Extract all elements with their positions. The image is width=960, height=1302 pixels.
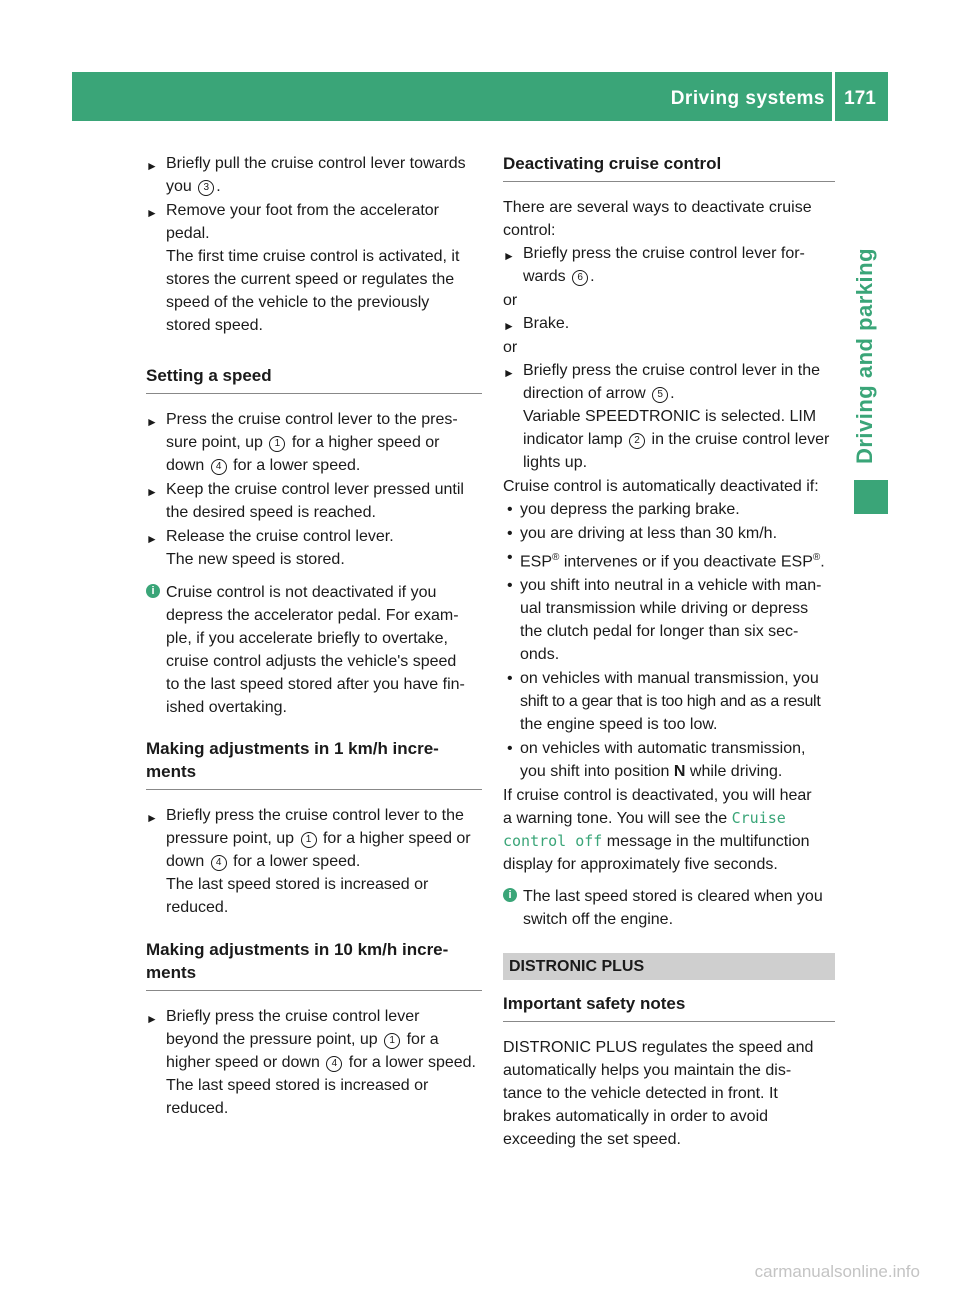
bullet-icon: •: [507, 577, 513, 595]
bullet-icon: •: [507, 501, 513, 518]
page-number: 171: [844, 88, 876, 109]
step-arrow-icon: ►: [503, 249, 515, 263]
display-message-control-off: control off: [503, 832, 603, 851]
chapter-tab-label: Driving and parking: [852, 247, 877, 465]
step-press-forwards: ► Briefly press the cruise control lever for- wards 6 .: [503, 245, 805, 285]
step-press-arrow-direction: ► Briefly press the cruise control lever in the direction of arrow 5 . Variable SPEEDTRONIC is selected. LIM indicator lamp 2 in the cruise control lever lights up.: [503, 362, 830, 471]
heading-deactivating: Deactivating cruise control: [503, 152, 835, 182]
step-arrow-icon: ►: [146, 1012, 158, 1026]
callout-1-icon: 1: [269, 436, 285, 452]
callout-3-icon: 3: [198, 180, 214, 196]
info-note-accelerator: i Cruise control is not deactivated if you depress the accelerator pedal. For exam- ple, if you accelerate briefly to overtake, cruise control adjusts the vehicle's speed to the last speed stored after you have fin- ished overtaking.: [146, 581, 482, 719]
step-arrow-icon: ►: [146, 485, 158, 499]
step-pull-lever: ► Briefly pull the cruise control lever towards you 3 .: [146, 155, 466, 195]
callout-6-icon: 6: [572, 270, 588, 286]
callout-4-icon: 4: [211, 459, 227, 475]
step-arrow-icon: ►: [146, 415, 158, 429]
list-item: • you depress the parking brake.: [503, 498, 835, 521]
step-brake: ► Brake.: [503, 312, 835, 335]
safety-paragraph: DISTRONIC PLUS regulates the speed and automatically helps you maintain the dis- tance to the vehicle detected in front. It brakes automatically in order to avoid exceeding the set speed.: [503, 1039, 814, 1149]
chapter-tab: [842, 242, 888, 470]
warning-paragraph: If cruise control is deactivated, you will hear a warning tone. You will see the Cruise control off message in the multifunction display for approximately five seconds.: [503, 787, 812, 874]
step-arrow-icon: ►: [146, 532, 158, 546]
heading-adjust-1kmh: Making adjustments in 1 km/h incre- ments: [146, 737, 482, 790]
step-arrow-icon: ►: [146, 206, 158, 220]
list-item: • you are driving at less than 30 km/h.: [503, 522, 835, 545]
watermark: carmanualsonline.info: [754, 1262, 920, 1281]
right-column: Deactivating cruise control There are several ways to deactivate cruise control: ► Briefly press the cruise control lever for- wards 6 . or ► Brake. or ► Briefly press the cruise control lever in the direction of arrow 5 . Variable SPEEDTRONIC is selected. LIM indicator lamp 2 in the cruise control lever lights up. Cruise control is automatically deactivated if: • you depress the parking brake. • you are driving at less than 30 km/h. • ESP® intervenes or if you deactivate ESP®. • you shift into neutral in a vehicle with man- ual transmission while driving or depress the clutch pedal for longer than six sec- onds. • on vehicles with manual transmission, you shift to a gear that is too high and as a result the engine speed is too low. • on vehicles with automatic transmission, you shift into position N while driving. If cruise control is deactivated, you will hear a warning tone. You will see the Cruise control off message in the multifunction display for approximately five seconds. i The last speed stored is cleared when you switch off the engine. DISTRONIC PLUS Important safety notes DISTRONIC PLUS regulates the speed and automatically helps you maintain the dis- tance to the vehicle detected in front. It brakes automatically in order to avoid exceeding the set speed.: [503, 152, 835, 1151]
callout-1-icon: 1: [384, 1033, 400, 1049]
step-release-lever: ► Release the cruise control lever. The new speed is stored.: [146, 528, 394, 568]
list-item: • on vehicles with automatic transmission, you shift into position N while driving.: [503, 737, 835, 783]
info-icon: i: [503, 888, 517, 902]
step-keep-pressed: ► Keep the cruise control lever pressed until the desired speed is reached.: [146, 481, 464, 521]
bullet-icon: •: [507, 670, 513, 688]
callout-1-icon: 1: [301, 832, 317, 848]
list-item: • you shift into neutral in a vehicle with man- ual transmission while driving or depress the clutch pedal for longer than six sec- onds.: [503, 574, 835, 666]
bullet-icon: •: [507, 525, 513, 542]
step-arrow-icon: ►: [146, 811, 158, 825]
or-separator: or: [503, 339, 518, 356]
step-remove-foot: ► Remove your foot from the accelerator pedal. The first time cruise control is activated, it stores the current speed or regulates the speed of the vehicle to the previously stored speed.: [146, 202, 460, 334]
heading-safety-notes: Important safety notes: [503, 992, 835, 1022]
section-title: Driving systems: [670, 88, 825, 109]
heading-setting-speed: Setting a speed: [146, 364, 482, 394]
or-separator: or: [503, 292, 518, 309]
bullet-icon: •: [507, 549, 513, 566]
heading-adjust-10kmh: Making adjustments in 10 km/h incre- ments: [146, 938, 482, 991]
step-arrow-icon: ►: [146, 159, 158, 173]
step-arrow-icon: ►: [503, 319, 515, 333]
step-adjust-10kmh: ► Briefly press the cruise control lever beyond the pressure point, up 1 for a higher speed or down 4 for a lower speed. The last speed stored is increased or reduced.: [146, 1008, 476, 1117]
step-adjust-1kmh: ► Briefly press the cruise control lever to the pressure point, up 1 for a higher speed or down 4 for a lower speed. The last speed stored is increased or reduced.: [146, 807, 471, 916]
callout-2-icon: 2: [629, 433, 645, 449]
callout-5-icon: 5: [652, 387, 668, 403]
section-band-distronic: DISTRONIC PLUS: [503, 953, 835, 980]
header-divider: [832, 72, 835, 121]
step-press-lever: ► Press the cruise control lever to the pres- sure point, up 1 for a higher speed or down 4 for a lower speed.: [146, 411, 458, 474]
callout-4-icon: 4: [326, 1056, 342, 1072]
list-item: • ESP® intervenes or if you deactivate ESP®.: [503, 546, 835, 573]
info-note-engine-off: i The last speed stored is cleared when you switch off the engine.: [503, 885, 835, 931]
chapter-marker: [854, 480, 888, 514]
step-arrow-icon: ►: [503, 366, 515, 380]
display-message-cruise: Cruise: [731, 809, 786, 828]
info-icon: i: [146, 584, 160, 598]
list-item: • on vehicles with manual transmission, you shift to a gear that is too high and as a result the engine speed is too low.: [503, 667, 835, 736]
callout-4-icon: 4: [211, 855, 227, 871]
bullet-icon: •: [507, 740, 513, 758]
left-column: [146, 152, 482, 1121]
